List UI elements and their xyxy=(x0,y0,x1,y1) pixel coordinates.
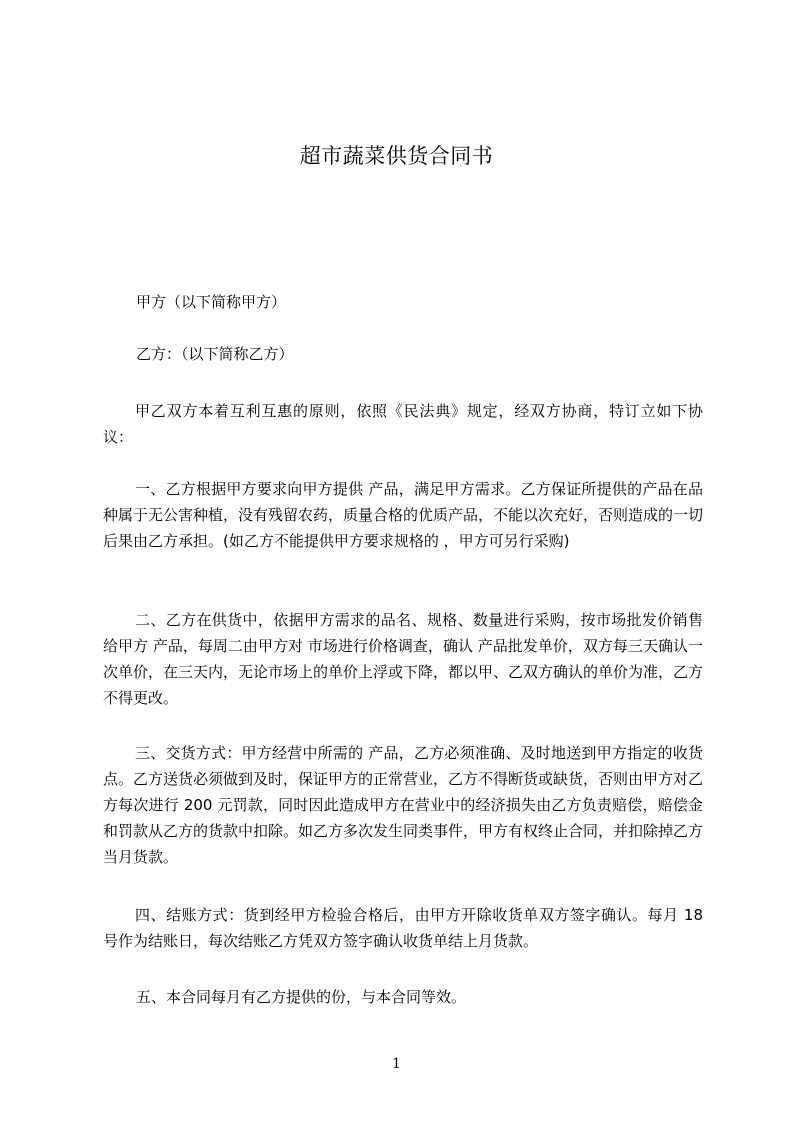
party-a-line: 甲方（以下简称甲方） xyxy=(136,293,287,311)
document-title: 超市蔬菜供货合同书 xyxy=(299,144,494,168)
party-b-line: 乙方：（以下简称乙方） xyxy=(136,345,294,363)
clause-1: 一、乙方根据甲方要求向甲方提供 产品，满足甲方需求。乙方保证所提供的产品在品种属于无公害种植，没有残留农药，质量合格的优质产品，不能以次充好，否则造成的一切后果由乙方承担。(如乙方不能提供甲方要求规格的 ，甲方可另行采购) xyxy=(103,480,704,550)
clause-3: 三、交货方式：甲方经营中所需的 产品，乙方必须准确、及时地送到甲方指定的收货点。乙方送货必须做到及时，保证甲方的正常营业，乙方不得断货或缺货，否则由甲方对乙方每次进行 200 元罚款，同时因此造成甲方在营业中的经济损失由乙方负责赔偿，赔偿金和罚款从乙方的货款中扣除。如乙方多次发生同类事件，甲方有权终止合同，并扣除掉乙方当月货款。 xyxy=(103,744,704,866)
clause-2: 二、乙方在供货中，依据甲方需求的品名、规格、数量进行采购，按市场批发价销售给甲方 产品，每周二由甲方对 市场进行价格调查，确认 产品批发单价，双方每三天确认一次单价，在三天内，无论市场上的单价上浮或下降，都以甲、乙双方确认的单价为准，乙方不得更改。 xyxy=(103,611,704,707)
clause-4: 四、结账方式：货到经甲方检验合格后，由甲方开除收货单双方签字确认。每月 18 号作为结账日，每次结账乙方凭双方签字确认收货单结上月货款。 xyxy=(103,906,703,950)
clause-5: 五、本合同每月有乙方提供的份，与本合同等效。 xyxy=(136,988,467,1006)
page-number: 1 xyxy=(392,1056,401,1072)
contract-intro: 甲乙双方本着互利互惠的原则，依照《民法典》规定，经双方协商，特订立如下协议： xyxy=(103,402,703,446)
